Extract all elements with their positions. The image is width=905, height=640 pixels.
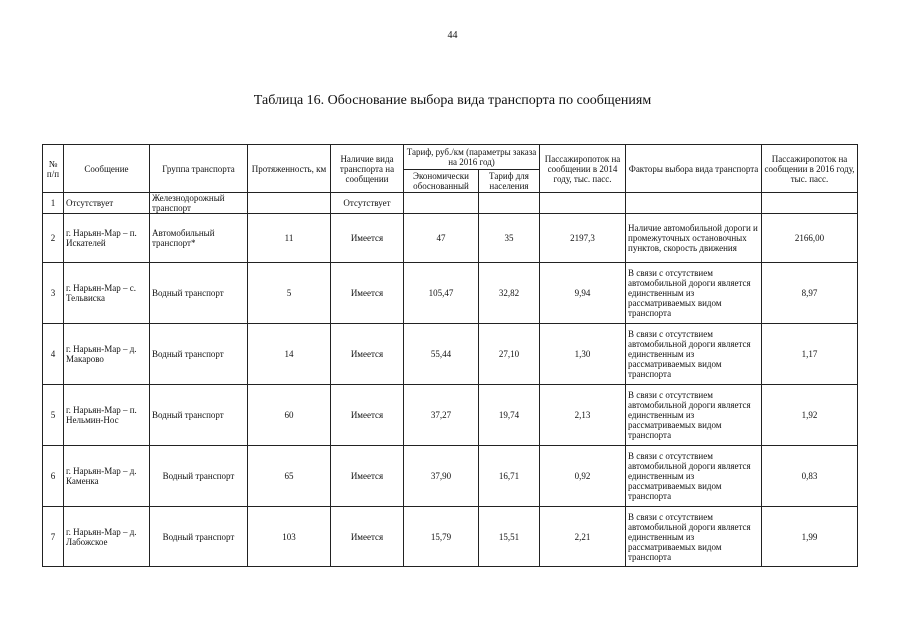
cell-pass2016: [762, 193, 858, 214]
cell-pass2016: 1,17: [762, 324, 858, 385]
cell-factors: В связи с отсутствием автомобильной дороги является единственным из рассматриваемых видом транспорта: [626, 446, 762, 507]
header-availability: Наличие вида транспорта на сообщении: [331, 145, 404, 193]
cell-tariff-econ: [404, 193, 479, 214]
cell-num: 6: [43, 446, 64, 507]
table-row: [43, 324, 858, 385]
cell-tariff-pop: 32,82: [479, 263, 540, 324]
cell-availability: Имеется: [331, 324, 404, 385]
table-row: [43, 507, 858, 567]
header-tariff-pop: Тариф для населения: [479, 170, 540, 193]
cell-pass2016: 1,92: [762, 385, 858, 446]
cell-route: г. Нарьян-Мар – п. Нельмин-Нос: [64, 385, 150, 446]
cell-route: Отсутствует: [64, 193, 150, 214]
cell-length: 103: [248, 507, 331, 567]
cell-tariff-econ: 47: [404, 214, 479, 263]
cell-tariff-pop: 19,74: [479, 385, 540, 446]
cell-factors: В связи с отсутствием автомобильной дороги является единственным из рассматриваемых видом транспорта: [626, 507, 762, 567]
cell-route: г. Нарьян-Мар – с. Тельвиска: [64, 263, 150, 324]
cell-group: Водный транспорт: [150, 507, 248, 567]
cell-group: Водный транспорт: [150, 324, 248, 385]
cell-pass2014: 2197,3: [540, 214, 626, 263]
cell-pass2014: 2,21: [540, 507, 626, 567]
cell-num: 7: [43, 507, 64, 567]
header-tariff: Тариф, руб./км (параметры заказа на 2016 год): [404, 145, 540, 170]
transport-table: [42, 144, 858, 567]
cell-availability: Имеется: [331, 385, 404, 446]
cell-num: 1: [43, 193, 64, 214]
cell-pass2016: 8,97: [762, 263, 858, 324]
cell-tariff-pop: [479, 193, 540, 214]
header-num: № п/п: [43, 145, 64, 193]
cell-factors: [626, 193, 762, 214]
cell-availability: Имеется: [331, 263, 404, 324]
cell-length: 11: [248, 214, 331, 263]
cell-num: 4: [43, 324, 64, 385]
header-factors: Факторы выбора вида транспорта: [626, 145, 762, 193]
table-row: [43, 193, 858, 214]
header-group: Группа транспорта: [150, 145, 248, 193]
cell-factors: В связи с отсутствием автомобильной дороги является единственным из рассматриваемых видом транспорта: [626, 263, 762, 324]
cell-tariff-pop: 35: [479, 214, 540, 263]
cell-availability: Отсутствует: [331, 193, 404, 214]
table-title: Таблица 16. Обоснование выбора вида транспорта по сообщениям: [253, 93, 652, 108]
cell-length: 14: [248, 324, 331, 385]
cell-group: Железнодорожный транспорт: [150, 193, 248, 214]
cell-factors: В связи с отсутствием автомобильной дороги является единственным из рассматриваемых видом транспорта: [626, 385, 762, 446]
cell-tariff-econ: 37,27: [404, 385, 479, 446]
cell-availability: Имеется: [331, 507, 404, 567]
table-header: [43, 145, 858, 193]
cell-factors: Наличие автомобильной дороги и промежуточных остановочных пунктов, скорость движения: [626, 214, 762, 263]
cell-length: 65: [248, 446, 331, 507]
cell-tariff-econ: 37,90: [404, 446, 479, 507]
cell-length: 5: [248, 263, 331, 324]
cell-length: [248, 193, 331, 214]
cell-pass2014: 1,30: [540, 324, 626, 385]
cell-availability: Имеется: [331, 214, 404, 263]
cell-tariff-pop: 27,10: [479, 324, 540, 385]
cell-num: 3: [43, 263, 64, 324]
page-number: 44: [447, 30, 458, 41]
cell-tariff-econ: 55,44: [404, 324, 479, 385]
header-tariff-econ: Экономически обоснованный: [404, 170, 479, 193]
table-row: [43, 263, 858, 324]
cell-pass2014: 2,13: [540, 385, 626, 446]
cell-pass2016: 1,99: [762, 507, 858, 567]
cell-pass2016: 0,83: [762, 446, 858, 507]
cell-tariff-econ: 105,47: [404, 263, 479, 324]
cell-pass2016: 2166,00: [762, 214, 858, 263]
cell-route: г. Нарьян-Мар – д. Лабожское: [64, 507, 150, 567]
cell-group: Водный транспорт: [150, 263, 248, 324]
cell-pass2014: 9,94: [540, 263, 626, 324]
cell-route: г. Нарьян-Мар – д. Каменка: [64, 446, 150, 507]
header-pass2014: Пассажиропоток на сообщении в 2014 году, тыс. пасс.: [540, 145, 626, 193]
cell-group: Автомобильный транспорт*: [150, 214, 248, 263]
cell-group: Водный транспорт: [150, 385, 248, 446]
cell-tariff-pop: 16,71: [479, 446, 540, 507]
cell-tariff-pop: 15,51: [479, 507, 540, 567]
cell-num: 2: [43, 214, 64, 263]
cell-pass2014: 0,92: [540, 446, 626, 507]
cell-length: 60: [248, 385, 331, 446]
cell-route: г. Нарьян-Мар – д. Макарово: [64, 324, 150, 385]
cell-route: г. Нарьян-Мар – п. Искателей: [64, 214, 150, 263]
cell-group: Водный транспорт: [150, 446, 248, 507]
cell-num: 5: [43, 385, 64, 446]
header-pass2016: Пассажиропоток на сообщении в 2016 году, тыс. пасс.: [762, 145, 858, 193]
cell-availability: Имеется: [331, 446, 404, 507]
cell-pass2014: [540, 193, 626, 214]
table-row: [43, 214, 858, 263]
header-length: Протяженность, км: [248, 145, 331, 193]
cell-tariff-econ: 15,79: [404, 507, 479, 567]
table-row: [43, 446, 858, 507]
header-route: Сообщение: [64, 145, 150, 193]
table-row: [43, 385, 858, 446]
cell-factors: В связи с отсутствием автомобильной дороги является единственным из рассматриваемых видом транспорта: [626, 324, 762, 385]
